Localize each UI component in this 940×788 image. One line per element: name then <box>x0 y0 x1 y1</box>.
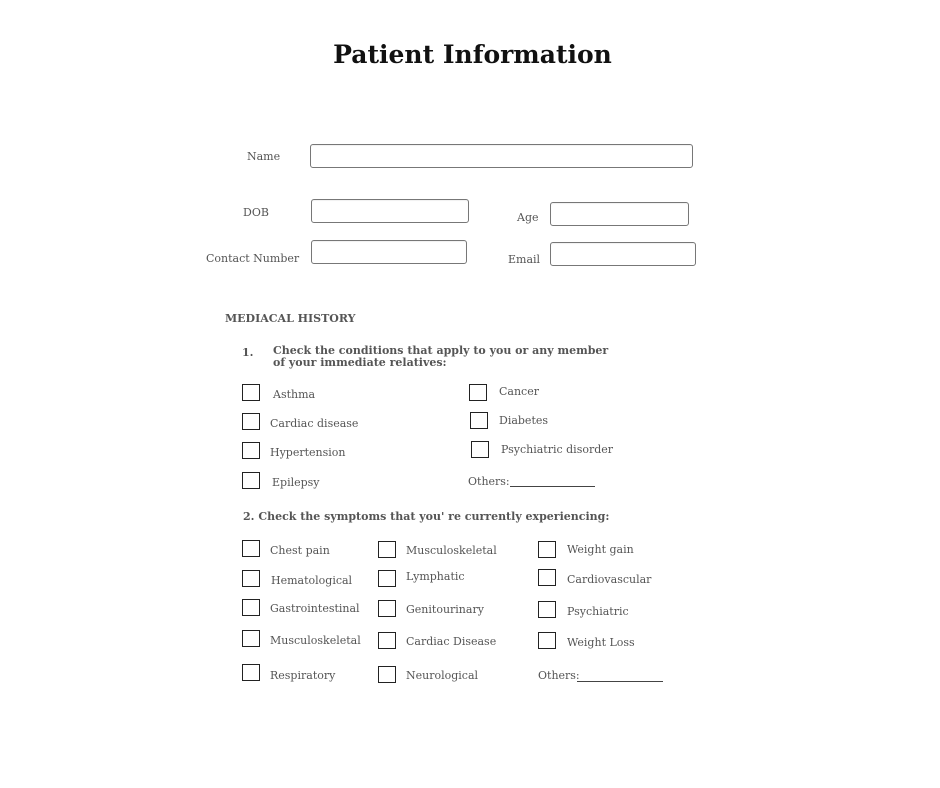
contact-number-label: Contact Number <box>206 252 300 265</box>
cancer-checkbox[interactable] <box>469 384 487 401</box>
cancer-label: Cancer <box>499 385 539 398</box>
name-label: Name <box>247 150 281 163</box>
cardiovascular-label: Cardiovascular <box>567 573 652 586</box>
weight-loss-label: Weight Loss <box>567 636 635 649</box>
epilepsy-label: Epilepsy <box>272 476 320 489</box>
cardiac-disease-2-checkbox[interactable] <box>378 632 396 649</box>
neurological-label: Neurological <box>406 669 479 682</box>
q1-others-line[interactable] <box>510 486 595 487</box>
diabetes-checkbox[interactable] <box>470 412 488 429</box>
weight-gain-label: Weight gain <box>567 543 634 556</box>
psychiatric-checkbox[interactable] <box>538 601 556 618</box>
gastrointestinal-checkbox[interactable] <box>242 599 260 616</box>
hematological-checkbox[interactable] <box>242 570 260 587</box>
gastrointestinal-label: Gastrointestinal <box>270 602 360 615</box>
page-title: Patient Information <box>333 40 612 69</box>
psychiatric-label: Psychiatric <box>567 605 629 618</box>
weight-loss-checkbox[interactable] <box>538 632 556 649</box>
respiratory-checkbox[interactable] <box>242 664 260 681</box>
question-2-text: 2. Check the symptoms that you' re currently experiencing: <box>243 510 610 523</box>
hypertension-label: Hypertension <box>270 446 346 459</box>
diabetes-label: Diabetes <box>499 414 549 427</box>
epilepsy-checkbox[interactable] <box>242 472 260 489</box>
q2-others-label: Others: <box>538 669 580 682</box>
contact-number-field[interactable] <box>311 240 467 264</box>
dob-field[interactable] <box>311 199 469 223</box>
cardiovascular-checkbox[interactable] <box>538 569 556 586</box>
musculoskeletal-label: Musculoskeletal <box>406 544 497 557</box>
email-field[interactable] <box>550 242 696 266</box>
hypertension-checkbox[interactable] <box>242 442 260 459</box>
name-field[interactable] <box>310 144 693 168</box>
lymphatic-checkbox[interactable] <box>378 570 396 587</box>
musculoskeletal-2-label: Musculoskeletal <box>270 634 361 647</box>
genitourinary-checkbox[interactable] <box>378 600 396 617</box>
age-field[interactable] <box>550 202 689 226</box>
cardiac-disease-checkbox[interactable] <box>242 413 260 430</box>
cardiac-disease-label: Cardiac disease <box>270 417 359 430</box>
musculoskeletal-checkbox[interactable] <box>378 541 396 558</box>
q2-others-line[interactable] <box>577 681 663 682</box>
hematological-label: Hematological <box>271 574 353 587</box>
age-label: Age <box>517 211 539 224</box>
chest-pain-label: Chest pain <box>270 544 330 557</box>
cardiac-disease-2-label: Cardiac Disease <box>406 635 497 648</box>
weight-gain-checkbox[interactable] <box>538 541 556 558</box>
medical-history-heading: MEDIACAL HISTORY <box>225 312 356 325</box>
psychiatric-disorder-label: Psychiatric disorder <box>501 443 614 456</box>
asthma-checkbox[interactable] <box>242 384 260 401</box>
neurological-checkbox[interactable] <box>378 666 396 683</box>
psychiatric-disorder-checkbox[interactable] <box>471 441 489 458</box>
dob-label: DOB <box>243 206 269 219</box>
asthma-label: Asthma <box>273 388 316 401</box>
musculoskeletal-2-checkbox[interactable] <box>242 630 260 647</box>
q1-others-label: Others: <box>468 475 510 488</box>
chest-pain-checkbox[interactable] <box>242 540 260 557</box>
lymphatic-label: Lymphatic <box>406 570 465 583</box>
question-1-number: 1. <box>242 346 254 359</box>
question-1-text: Check the conditions that apply to you or any member of your immediate relatives: <box>273 344 609 369</box>
email-label: Email <box>508 253 541 266</box>
genitourinary-label: Genitourinary <box>406 603 484 616</box>
respiratory-label: Respiratory <box>270 669 336 682</box>
